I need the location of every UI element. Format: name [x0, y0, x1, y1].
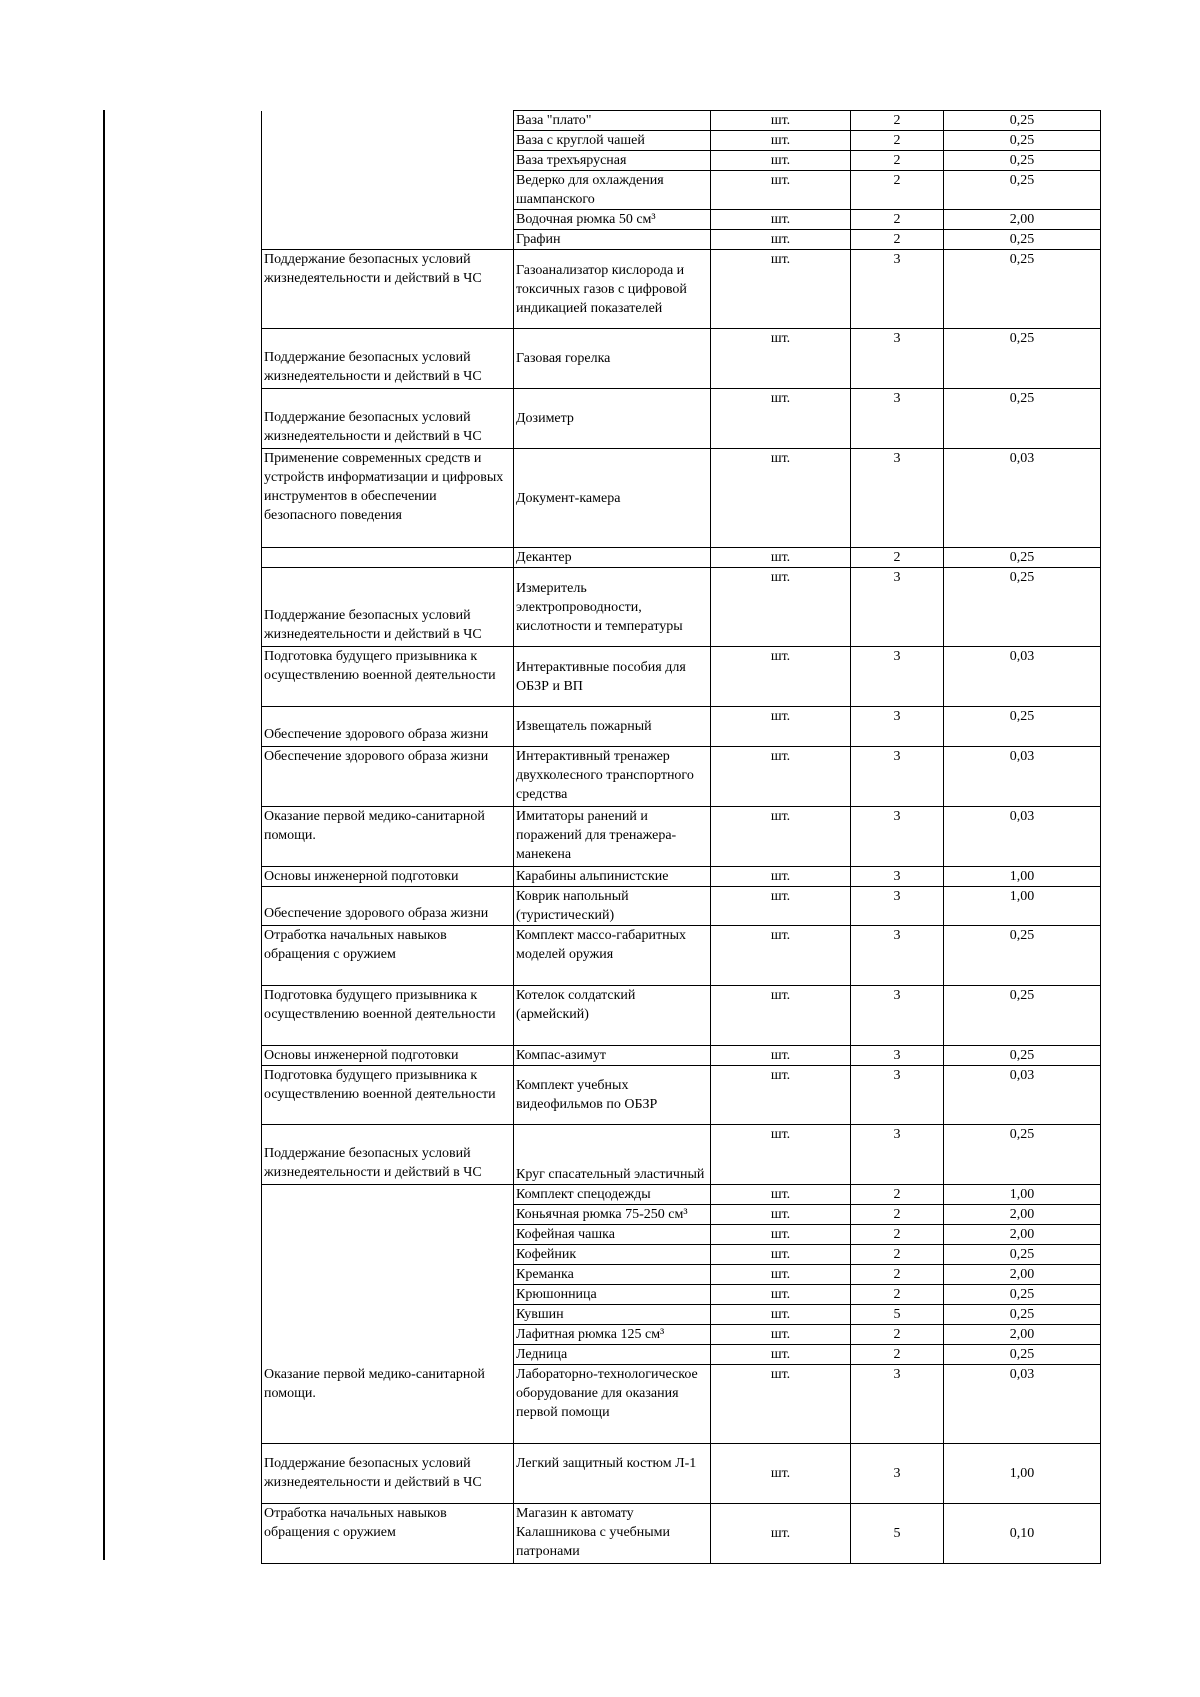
- coefficient-cell: 0,03: [944, 647, 1101, 707]
- item-name-cell: Ваза трехъярусная: [514, 151, 711, 171]
- table-row: [262, 986, 1101, 1046]
- coefficient-cell: 0,25: [944, 1305, 1101, 1325]
- coefficient-cell: 0,03: [944, 449, 1101, 548]
- activity-cell: [262, 111, 514, 250]
- item-name-cell: Комплект массо-габаритных моделей оружия: [514, 926, 711, 986]
- quantity-cell: 2: [851, 171, 944, 210]
- unit-cell: шт.: [711, 151, 851, 171]
- item-name-cell: Креманка: [514, 1265, 711, 1285]
- table-row: [262, 329, 1101, 389]
- item-name-cell: Коньячная рюмка 75-250 см³: [514, 1205, 711, 1225]
- item-name-cell: Измеритель электропроводности, кислотности и температуры: [514, 568, 711, 647]
- table-row: [262, 548, 1101, 568]
- activity-cell: Основы инженерной подготовки: [262, 1046, 514, 1066]
- item-name-cell: Ледница: [514, 1345, 711, 1365]
- quantity-cell: 3: [851, 1066, 944, 1125]
- unit-cell: шт.: [711, 707, 851, 747]
- quantity-cell: 3: [851, 1365, 944, 1444]
- quantity-cell: 3: [851, 867, 944, 887]
- unit-cell: шт.: [711, 230, 851, 250]
- unit-cell: шт.: [711, 111, 851, 131]
- table-row: [262, 807, 1101, 867]
- quantity-cell: 3: [851, 449, 944, 548]
- activity-cell: Отработка начальных навыков обращения с оружием: [262, 926, 514, 986]
- item-name-cell: Магазин к автомату Калашникова с учебными патронами: [514, 1504, 711, 1564]
- coefficient-cell: 0,03: [944, 1066, 1101, 1125]
- item-name-cell: Декантер: [514, 548, 711, 568]
- item-name-cell: Комплект спецодежды: [514, 1185, 711, 1205]
- coefficient-cell: 2,00: [944, 1265, 1101, 1285]
- item-name-cell: Крюшонница: [514, 1285, 711, 1305]
- equipment-table: [261, 110, 1101, 1564]
- table-row: [262, 926, 1101, 986]
- coefficient-cell: 2,00: [944, 1225, 1101, 1245]
- coefficient-cell: 0,25: [944, 250, 1101, 329]
- quantity-cell: 3: [851, 1046, 944, 1066]
- item-name-cell: Карабины альпинистские: [514, 867, 711, 887]
- quantity-cell: 3: [851, 1125, 944, 1185]
- unit-cell: шт.: [711, 1504, 851, 1564]
- coefficient-cell: 0,25: [944, 1245, 1101, 1265]
- item-name-cell: Компас-азимут: [514, 1046, 711, 1066]
- unit-cell: шт.: [711, 747, 851, 807]
- item-name-cell: Интерактивный тренажер двухколесного транспортного средства: [514, 747, 711, 807]
- quantity-cell: 2: [851, 1345, 944, 1365]
- item-name-cell: Котелок солдатский (армейский): [514, 986, 711, 1046]
- table-row: [262, 449, 1101, 548]
- activity-cell: Отработка начальных навыков обращения с оружием: [262, 1504, 514, 1564]
- item-name-cell: Водочная рюмка 50 см³: [514, 210, 711, 230]
- activity-cell: Оказание первой медико-санитарной помощи.: [262, 1365, 514, 1444]
- quantity-cell: 5: [851, 1305, 944, 1325]
- coefficient-cell: 0,25: [944, 707, 1101, 747]
- unit-cell: шт.: [711, 1066, 851, 1125]
- activity-cell: Поддержание безопасных условий жизнедеятельности и действий в ЧС: [262, 1125, 514, 1185]
- quantity-cell: 3: [851, 329, 944, 389]
- coefficient-cell: 0,25: [944, 151, 1101, 171]
- unit-cell: шт.: [711, 986, 851, 1046]
- item-name-cell: Кофейная чашка: [514, 1225, 711, 1245]
- quantity-cell: 3: [851, 887, 944, 926]
- unit-cell: шт.: [711, 1046, 851, 1066]
- unit-cell: шт.: [711, 250, 851, 329]
- item-name-cell: Комплект учебных видеофильмов по ОБЗР: [514, 1066, 711, 1125]
- coefficient-cell: 0,25: [944, 548, 1101, 568]
- activity-cell: Обеспечение здорового образа жизни: [262, 747, 514, 807]
- coefficient-cell: 0,25: [944, 171, 1101, 210]
- page-margin-rule: [103, 110, 105, 1560]
- coefficient-cell: 0,25: [944, 329, 1101, 389]
- unit-cell: шт.: [711, 171, 851, 210]
- table-row: [262, 707, 1101, 747]
- activity-cell: Подготовка будущего призывника к осуществлению военной деятельности: [262, 986, 514, 1046]
- activity-cell: [262, 1185, 514, 1365]
- item-name-cell: Коврик напольный (туристический): [514, 887, 711, 926]
- quantity-cell: 3: [851, 747, 944, 807]
- table-row: [262, 1046, 1101, 1066]
- unit-cell: шт.: [711, 1185, 851, 1205]
- quantity-cell: 3: [851, 807, 944, 867]
- item-name-cell: Ваза "плато": [514, 111, 711, 131]
- table-row: [262, 1365, 1101, 1444]
- quantity-cell: 2: [851, 1265, 944, 1285]
- coefficient-cell: 0,25: [944, 389, 1101, 449]
- quantity-cell: 3: [851, 250, 944, 329]
- activity-cell: Поддержание безопасных условий жизнедеятельности и действий в ЧС: [262, 568, 514, 647]
- unit-cell: шт.: [711, 1325, 851, 1345]
- coefficient-cell: 0,25: [944, 568, 1101, 647]
- table-row: [262, 887, 1101, 926]
- quantity-cell: 2: [851, 548, 944, 568]
- item-name-cell: Лафитная рюмка 125 см³: [514, 1325, 711, 1345]
- quantity-cell: 3: [851, 707, 944, 747]
- coefficient-cell: 0,03: [944, 1365, 1101, 1444]
- quantity-cell: 2: [851, 210, 944, 230]
- unit-cell: шт.: [711, 647, 851, 707]
- table-row: [262, 1066, 1101, 1125]
- table-row: [262, 1444, 1101, 1504]
- quantity-cell: 2: [851, 1205, 944, 1225]
- item-name-cell: Ведерко для охлаждения шампанского: [514, 171, 711, 210]
- coefficient-cell: 0,25: [944, 111, 1101, 131]
- coefficient-cell: 0,25: [944, 986, 1101, 1046]
- quantity-cell: 2: [851, 1245, 944, 1265]
- activity-cell: Подготовка будущего призывника к осуществлению военной деятельности: [262, 1066, 514, 1125]
- coefficient-cell: 2,00: [944, 1205, 1101, 1225]
- table-row: [262, 389, 1101, 449]
- quantity-cell: 3: [851, 568, 944, 647]
- activity-cell: Обеспечение здорового образа жизни: [262, 887, 514, 926]
- item-name-cell: Ваза с круглой чашей: [514, 131, 711, 151]
- item-name-cell: Графин: [514, 230, 711, 250]
- table-row: [262, 1185, 1101, 1205]
- unit-cell: шт.: [711, 449, 851, 548]
- coefficient-cell: 1,00: [944, 1444, 1101, 1504]
- item-name-cell: Круг спасательный эластичный: [514, 1125, 711, 1185]
- unit-cell: шт.: [711, 568, 851, 647]
- unit-cell: шт.: [711, 1225, 851, 1245]
- coefficient-cell: 0,25: [944, 1046, 1101, 1066]
- quantity-cell: 2: [851, 230, 944, 250]
- quantity-cell: 2: [851, 131, 944, 151]
- activity-cell: Подготовка будущего призывника к осуществлению военной деятельности: [262, 647, 514, 707]
- coefficient-cell: 0,25: [944, 1125, 1101, 1185]
- unit-cell: шт.: [711, 548, 851, 568]
- coefficient-cell: 1,00: [944, 867, 1101, 887]
- coefficient-cell: 0,25: [944, 131, 1101, 151]
- activity-cell: Поддержание безопасных условий жизнедеятельности и действий в ЧС: [262, 329, 514, 389]
- unit-cell: шт.: [711, 887, 851, 926]
- activity-cell: Обеспечение здорового образа жизни: [262, 707, 514, 747]
- table-row: [262, 867, 1101, 887]
- coefficient-cell: 0,10: [944, 1504, 1101, 1564]
- activity-cell: [262, 548, 514, 568]
- unit-cell: шт.: [711, 867, 851, 887]
- item-name-cell: Извещатель пожарный: [514, 707, 711, 747]
- activity-cell: Поддержание безопасных условий жизнедеятельности и действий в ЧС: [262, 250, 514, 329]
- item-name-cell: Имитаторы ранений и поражений для тренажера-манекена: [514, 807, 711, 867]
- coefficient-cell: 1,00: [944, 887, 1101, 926]
- unit-cell: шт.: [711, 1305, 851, 1325]
- table-row: [262, 250, 1101, 329]
- coefficient-cell: 2,00: [944, 1325, 1101, 1345]
- quantity-cell: 2: [851, 1225, 944, 1245]
- quantity-cell: 2: [851, 1325, 944, 1345]
- unit-cell: шт.: [711, 1205, 851, 1225]
- table-row: [262, 647, 1101, 707]
- table-row: [262, 1504, 1101, 1564]
- quantity-cell: 2: [851, 1285, 944, 1305]
- unit-cell: шт.: [711, 329, 851, 389]
- unit-cell: шт.: [711, 1265, 851, 1285]
- coefficient-cell: 0,25: [944, 1285, 1101, 1305]
- table-row: [262, 747, 1101, 807]
- item-name-cell: Лабораторно-технологическое оборудование для оказания первой помощи: [514, 1365, 711, 1444]
- quantity-cell: 3: [851, 986, 944, 1046]
- item-name-cell: Легкий защитный костюм Л-1: [514, 1444, 711, 1504]
- coefficient-cell: 0,25: [944, 926, 1101, 986]
- quantity-cell: 2: [851, 1185, 944, 1205]
- quantity-cell: 5: [851, 1504, 944, 1564]
- quantity-cell: 3: [851, 647, 944, 707]
- unit-cell: шт.: [711, 210, 851, 230]
- unit-cell: шт.: [711, 1365, 851, 1444]
- unit-cell: шт.: [711, 1125, 851, 1185]
- item-name-cell: Документ-камера: [514, 449, 711, 548]
- unit-cell: шт.: [711, 926, 851, 986]
- coefficient-cell: 1,00: [944, 1185, 1101, 1205]
- quantity-cell: 2: [851, 151, 944, 171]
- activity-cell: Основы инженерной подготовки: [262, 867, 514, 887]
- item-name-cell: Газовая горелка: [514, 329, 711, 389]
- coefficient-cell: 0,25: [944, 1345, 1101, 1365]
- unit-cell: шт.: [711, 131, 851, 151]
- coefficient-cell: 0,25: [944, 230, 1101, 250]
- activity-cell: Применение современных средств и устройств информатизации и цифровых инструментов в обеспечении безопасного поведения: [262, 449, 514, 548]
- unit-cell: шт.: [711, 1285, 851, 1305]
- activity-cell: Оказание первой медико-санитарной помощи.: [262, 807, 514, 867]
- item-name-cell: Дозиметр: [514, 389, 711, 449]
- quantity-cell: 3: [851, 389, 944, 449]
- unit-cell: шт.: [711, 1245, 851, 1265]
- coefficient-cell: 2,00: [944, 210, 1101, 230]
- quantity-cell: 2: [851, 111, 944, 131]
- coefficient-cell: 0,03: [944, 747, 1101, 807]
- item-name-cell: Кофейник: [514, 1245, 711, 1265]
- unit-cell: шт.: [711, 1345, 851, 1365]
- quantity-cell: 3: [851, 926, 944, 986]
- unit-cell: шт.: [711, 807, 851, 867]
- item-name-cell: Газоанализатор кислорода и токсичных газов с цифровой индикацией показателей: [514, 250, 711, 329]
- equipment-table-container: [261, 110, 1100, 1564]
- item-name-cell: Интерактивные пособия для ОБЗР и ВП: [514, 647, 711, 707]
- activity-cell: Поддержание безопасных условий жизнедеятельности и действий в ЧС: [262, 389, 514, 449]
- unit-cell: шт.: [711, 389, 851, 449]
- item-name-cell: Кувшин: [514, 1305, 711, 1325]
- table-row: [262, 568, 1101, 647]
- coefficient-cell: 0,03: [944, 807, 1101, 867]
- unit-cell: шт.: [711, 1444, 851, 1504]
- table-row: [262, 1125, 1101, 1185]
- table-row: [262, 111, 1101, 131]
- quantity-cell: 3: [851, 1444, 944, 1504]
- activity-cell: Поддержание безопасных условий жизнедеятельности и действий в ЧС: [262, 1444, 514, 1504]
